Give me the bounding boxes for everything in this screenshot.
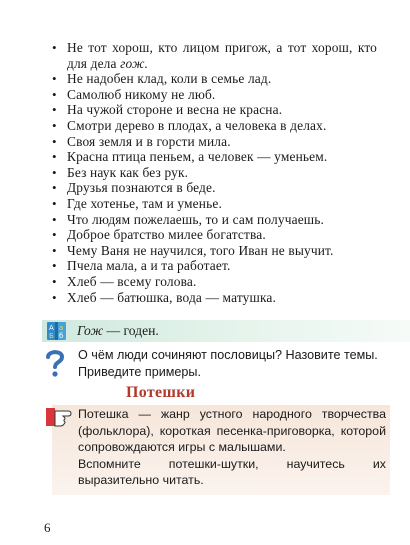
gloss-entry [77, 323, 159, 339]
proverb-item: • Хлеб — всему голова. [52, 274, 377, 290]
proverb-italic-word: гож. [120, 55, 149, 71]
proverb-item: • Где хотенье, там и уменье. [52, 196, 377, 212]
proverb-item: • Что людям пожелаешь, то и сам получаешь. [52, 212, 377, 228]
question-mark-icon [44, 348, 66, 378]
proverb-item: • Не тот хорош, кто лицом пригож, а тот хорош, кто для дела гож. [52, 40, 377, 71]
proverb-item: • Друзья познаются в беде. [52, 180, 377, 196]
svg-text:а: а [59, 324, 64, 332]
proverb-item: • На чужой стороне и весна не красна. [52, 102, 377, 118]
pointing-hand-icon [46, 405, 74, 429]
dictionary-book-icon [46, 320, 68, 342]
page-number: 6 [44, 520, 51, 535]
proverb-item: • Доброе братство милее богатства. [52, 227, 377, 243]
section-title: Потешки [126, 384, 196, 401]
svg-text:б: б [59, 332, 64, 340]
proverb-item: • Чему Ваня не научился, того Иван не выучит. [52, 243, 377, 259]
proverb-item: • Не надобен клад, коли в семье лад. [52, 71, 377, 87]
question-text: О чём люди сочиняют пословицы? Назовите темы. Приведите примеры. [78, 348, 378, 379]
rule-definition: Потешка — жанр устного народного творчества (фольклора), короткая песенка-приговорка, которой сопровождаются игры с малышами. [78, 407, 386, 455]
gloss-definition: — годен. [106, 323, 159, 338]
proverb-item: • Пчела мала, а и та работает. [52, 258, 377, 274]
svg-text:Б: Б [49, 332, 54, 340]
gloss-word: Гож [77, 323, 104, 338]
rule-task: Вспомните потешки-шутки, научитесь их выразительно читать. [78, 456, 386, 488]
proverb-list [52, 40, 377, 305]
proverb-item: • Своя земля и в горсти мила. [52, 134, 377, 150]
proverb-item: • Без наук как без рук. [52, 165, 377, 181]
proverb-item: • Смотри дерево в плодах, а человека в делах. [52, 118, 377, 134]
proverb-item: • Хлеб — батюшка, вода — матушка. [52, 290, 377, 306]
rule-text [78, 406, 386, 489]
svg-text:А: А [49, 324, 54, 332]
proverb-item: • Красна птица пеньем, а человек — уменьем. [52, 149, 377, 165]
proverb-item: • Самолюб никому не люб. [52, 87, 377, 103]
